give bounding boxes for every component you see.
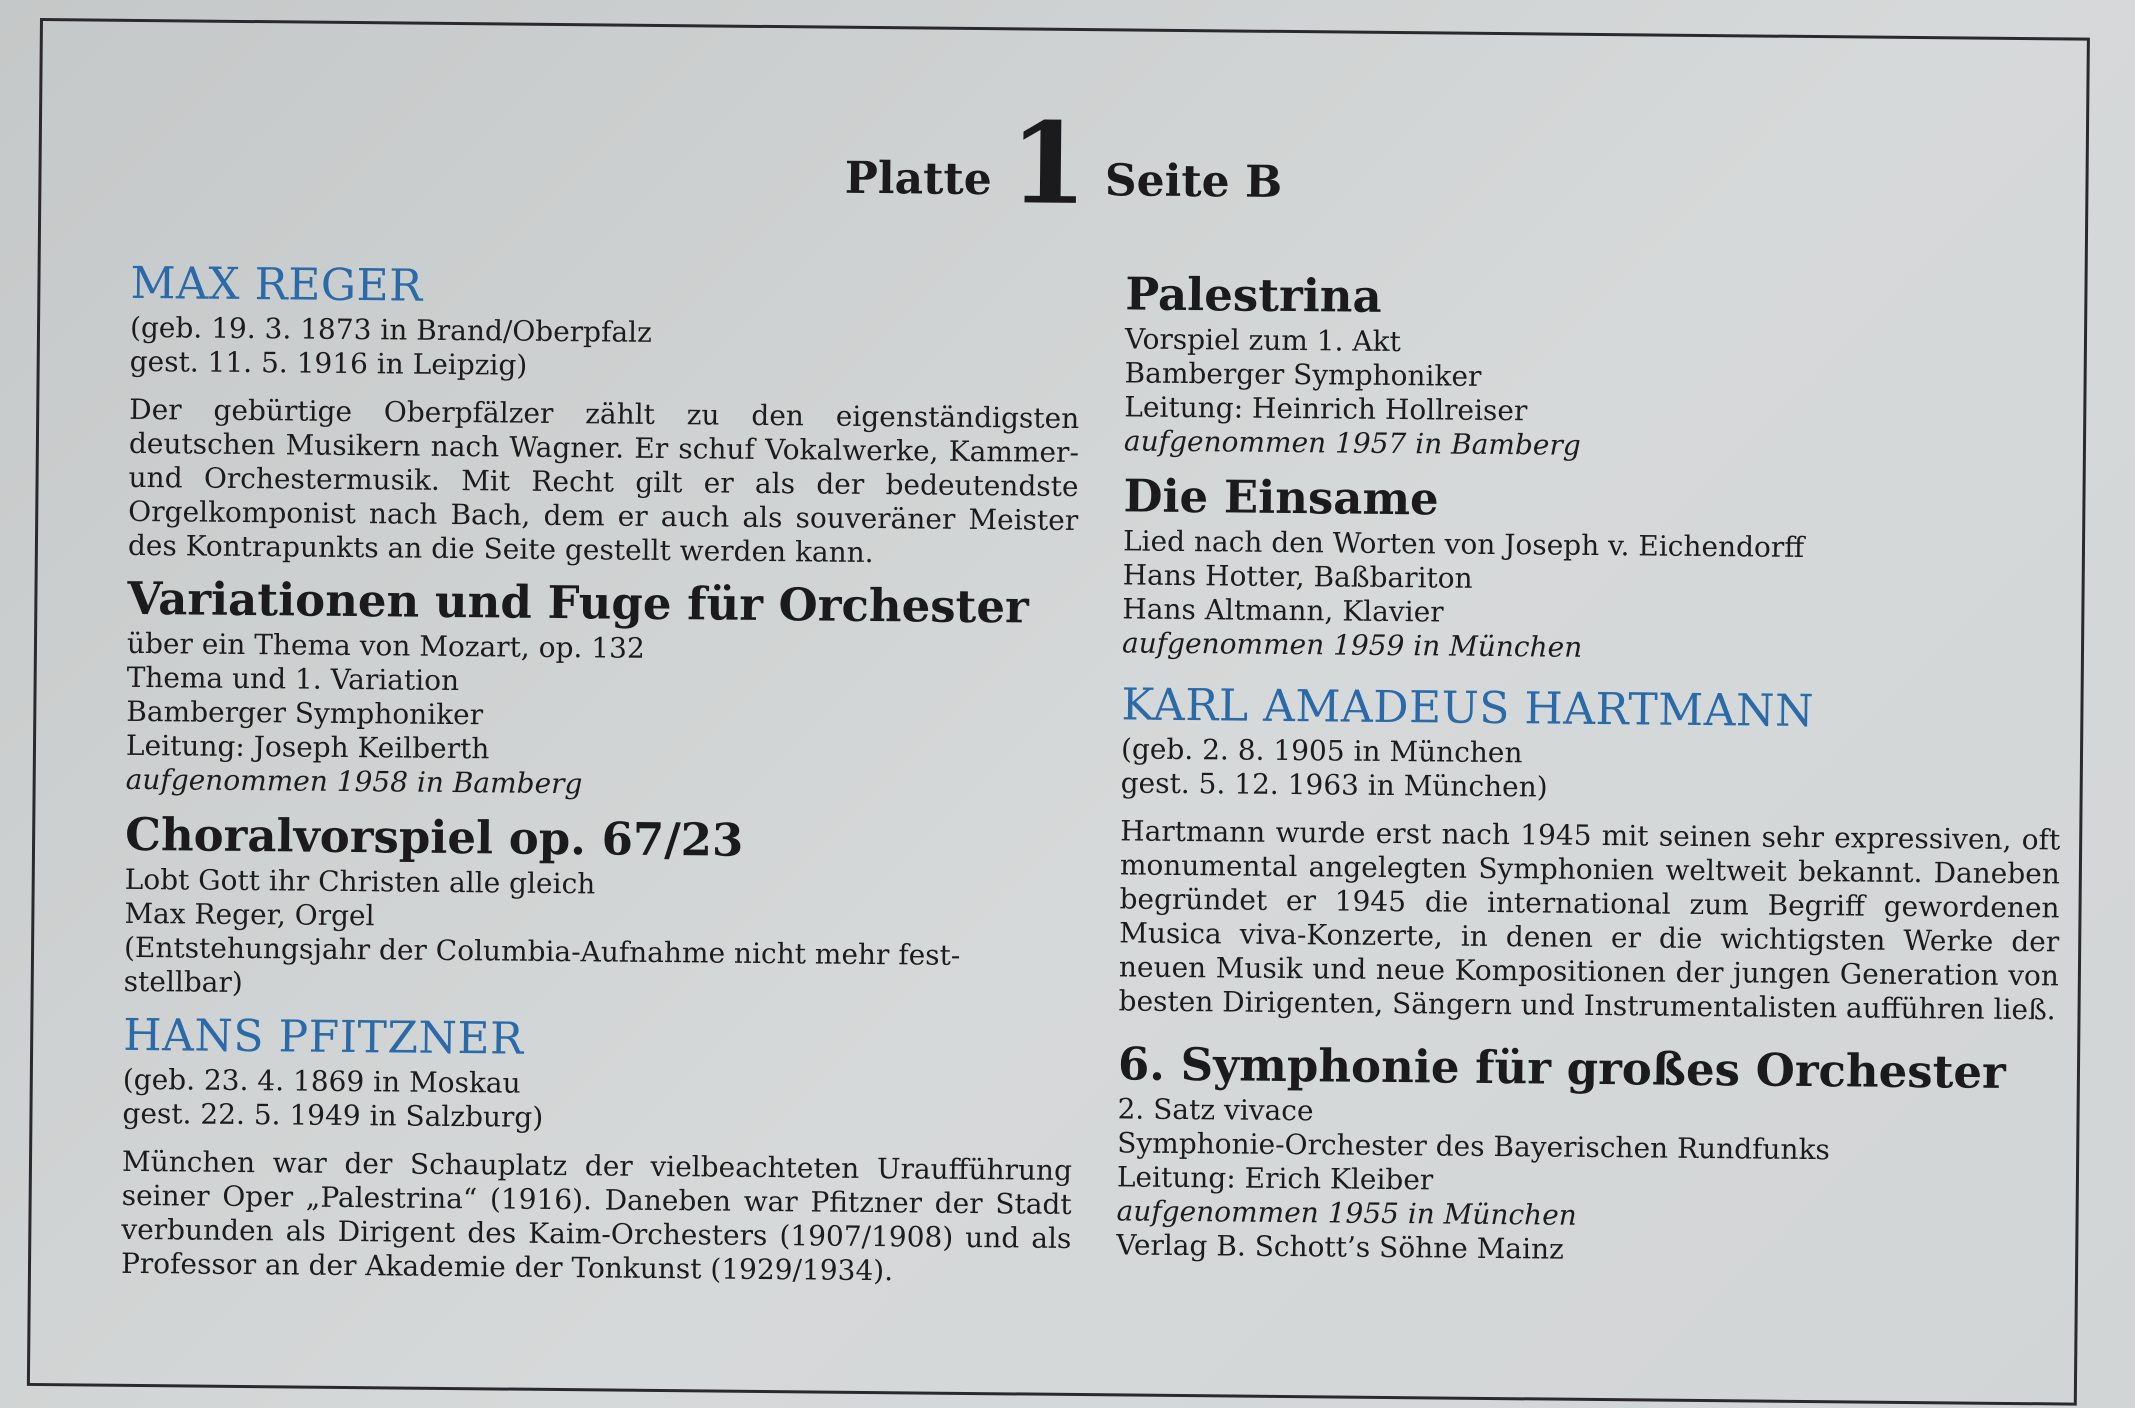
work1-line: über ein Thema von Mozart, op. 132 (126, 626, 645, 665)
work4-line: Lied nach den Worten von Joseph v. Eichendorff (1122, 524, 1805, 564)
reger-biography: Der gebürtige Oberpfälzer zählt zu den eigenständigsten deutschen Musikern nach Wagner. Er schuf Vokalwerke, Kammer- und Orchestermusik. Mit Recht gilt er als der bedeutendste Orgelkomponist nach Bach, dem er auch als souveräner Meister des Kontrapunkts an die Seite gestellt werden kann. (127, 392, 1080, 570)
platte-label: Platte (844, 152, 993, 206)
composer-name-hartmann: KARL AMADEUS HARTMANN (1121, 679, 1815, 738)
pfitzner-died: gest. 22. 5. 1949 in Salzburg) (122, 1096, 544, 1134)
work4-line: Hans Hotter, Baßbariton (1122, 558, 1473, 595)
publisher: Verlag B. Schott’s Söhne Mainz (1116, 1228, 1564, 1266)
work2-line: Lobt Gott ihr Christen alle gleich (124, 862, 596, 901)
left-column (121, 257, 1081, 1298)
hartmann-died: gest. 5. 12. 1963 in München) (1120, 766, 1548, 804)
composer-name-pfitzner: HANS PFITZNER (122, 1009, 524, 1065)
reger-born: (geb. 19. 3. 1873 in Brand/Oberpfalz (129, 310, 652, 349)
record-number: 1 (1008, 98, 1089, 231)
reger-died: gest. 11. 5. 1916 in Leipzig) (129, 344, 528, 382)
work-title-palestrina: Palestrina (1125, 267, 1382, 323)
work-title-choralvorspiel: Choralvorspiel op. 67/23 (124, 807, 744, 867)
work2-line: Max Reger, Orgel (124, 896, 375, 933)
work1-line: Leitung: Joseph Keilberth (125, 728, 490, 766)
work2-line: (Entstehungsjahr der Columbia-Aufnahme nicht mehr fest- (123, 930, 961, 972)
work4-recorded: aufgenommen 1959 in München (1121, 626, 1583, 664)
hartmann-biography: Hartmann wurde erst nach 1945 mit seinen sehr expressiven, oft monumental angelegten Symphonien weltweit bekannt. Daneben begründet er 1945 die international zum Begriff gewordenen Musica viva-Konzerte, in denen er die wichtigsten Werke der neuen Musik und neue Kompositionen der jungen Generation von besten Dirigenten, Sängern und Instrumentalisten aufführen ließ. (1118, 814, 2061, 1027)
work3-line: Bamberger Symphoniker (1124, 356, 1482, 393)
work3-line: Vorspiel zum 1. Akt (1124, 322, 1401, 359)
hartmann-born: (geb. 2. 8. 1905 in München (1120, 732, 1523, 770)
work3-line: Leitung: Heinrich Hollreiser (1124, 390, 1528, 428)
work-title-variationen: Variationen und Fuge für Orchester (127, 571, 1029, 634)
work5-line: Symphonie-Orchester des Bayerischen Rundfunks (1117, 1126, 1831, 1167)
work-title-die-einsame: Die Einsame (1123, 469, 1439, 526)
work1-line: Thema und 1. Variation (126, 660, 460, 698)
work5-recorded: aufgenommen 1955 in München (1116, 1194, 1577, 1232)
work5-line: 2. Satz vivace (1117, 1092, 1314, 1128)
work3-recorded: aufgenommen 1957 in Bamberg (1123, 424, 1581, 462)
pfitzner-biography: München war der Schauplatz der vielbeachteten Uraufführung seiner Oper „Palestrina“ (1916). Daneben war Pfitzner der Stadt verbunden als Dirigent des Kaim-Orchesters (1907/1908) und als Professor an der Akademie der Tonkunst (1929/1934). (120, 1144, 1073, 1288)
work4-line: Hans Altmann, Klavier (1122, 592, 1444, 629)
side-title (41, 91, 2086, 231)
work-title-6-symphonie: 6. Symphonie für großes Orchester (1117, 1037, 2007, 1099)
right-column (1116, 266, 2066, 1271)
work5-line: Leitung: Erich Kleiber (1116, 1160, 1434, 1197)
side-label: Seite B (1104, 155, 1283, 208)
pfitzner-born: (geb. 23. 4. 1869 in Moskau (122, 1062, 521, 1100)
composer-name-reger: MAX REGER (130, 257, 423, 312)
content-frame (27, 18, 2090, 1406)
work1-line: Bamberger Symphoniker (126, 694, 484, 732)
work1-recorded: aufgenommen 1958 in Bamberg (125, 762, 583, 801)
work2-line: stellbar) (123, 964, 243, 999)
